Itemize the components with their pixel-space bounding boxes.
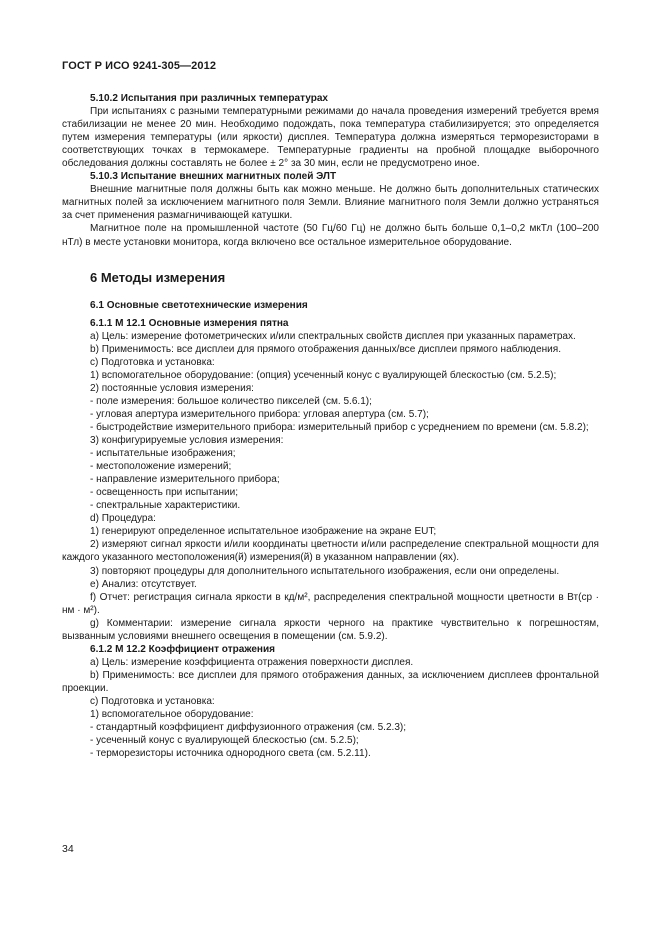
paragraph: Магнитное поле на промышленной частоте (50 Гц/60 Гц) не должно быть больше 0,1–0,2 мкТл (100–200 нТл) в месте установки монитора, когда включено все остальное измерительное оборудование. [62, 223, 599, 248]
paragraph: b) Применимость: все дисплеи для прямого отображения данных, за исключением дисплеев фронтальной проекции. [62, 669, 599, 694]
paragraph: - местоположение измерений; [90, 461, 232, 473]
paragraph: a) Цель: измерение коэффициента отражения поверхности дисплея. [90, 656, 414, 668]
paragraph: Внешние магнитные поля должны быть как можно меньше. Не должно быть дополнительных статических магнитных полей за исключением магнитного поля Земли. Влияние магнитного поля Земли должно устраняться за счет применения размагничивающей катушки. [62, 184, 599, 222]
paragraph: g) Комментарии: измерение сигнала яркости черного на практике чувствительно к погрешностям, вызванным условиями внешнего освещения в помещении (см. 5.9.2). [62, 617, 599, 642]
paragraph: - направление измерительного прибора; [90, 474, 280, 486]
paragraph: - терморезисторы источника однородного света (см. 5.2.11). [90, 748, 371, 760]
paragraph: 1) генерируют определенное испытательное изображение на экране EUT; [90, 526, 437, 538]
paragraph: f) Отчет: регистрация сигнала яркости в кд/м², распределения спектральной мощности цветности в Вт(ср · нм · м²). [62, 591, 599, 616]
subsection-heading: 6.1.1 M 12.1 Основные измерения пятна [90, 317, 289, 329]
paragraph: 2) измеряют сигнал яркости и/или координаты цветности и/или распределение спектральной мощности для каждого указанного местоположения(й) измерения(й) в указанном направлении (ях). [62, 539, 599, 564]
paragraph: 1) вспомогательное оборудование: [90, 709, 254, 721]
paragraph: При испытаниях с разными температурными режимами до начала проведения измерений требуется время стабилизации не менее 20 мин. Необходимо подождать, пока температура стабилизируется; это определяется путем измерения температуры (или яркости) дисплея. Температура должна измеряться терморезисторами в соответствующих точках в термокамере. Температурные градиенты на пробной площадке выборочного обследования должны составлять не более ± 2° за 30 мин, если не предусмотрено иное. [62, 106, 599, 170]
section-heading: 6 Методы измерения [90, 269, 226, 285]
paragraph: - быстродействие измерительного прибора: измерительный прибор с усреднением по времени (см. 5.8.2); [90, 421, 589, 433]
page-body [62, 92, 599, 760]
subsection-heading: 6.1 Основные светотехнические измерения [90, 299, 308, 311]
paragraph: c) Подготовка и установка: [90, 695, 215, 707]
paragraph: 2) постоянные условия измерения: [90, 382, 254, 394]
paragraph: 3) повторяют процедуры для дополнительного испытательного изображения, если они определены. [90, 565, 560, 577]
paragraph: - освещенность при испытании; [90, 487, 239, 499]
paragraph: 3) конфигурируемые условия измерения: [90, 435, 284, 447]
paragraph: c) Подготовка и установка: [90, 356, 215, 368]
paragraph: d) Процедура: [90, 513, 156, 525]
paragraph: - спектральные характеристики. [90, 500, 241, 512]
paragraph: - стандартный коэффициент диффузионного отражения (см. 5.2.3); [90, 722, 407, 734]
subsection-heading: 5.10.2 Испытания при различных температурах [90, 93, 329, 104]
paragraph: - усеченный конус с вуалирующей блескостью (см. 5.2.5); [90, 735, 359, 747]
paragraph: 1) вспомогательное оборудование: (опция) усеченный конус с вуалирующей блескостью (см. 5.2.5); [90, 369, 557, 381]
paragraph: b) Применимость: все дисплеи для прямого отображения данных/все дисплеи прямого наблюдения. [90, 343, 561, 355]
paragraph: e) Анализ: отсутствует. [90, 578, 197, 590]
document-header: ГОСТ Р ИСО 9241-305—2012 [62, 60, 217, 72]
subsection-heading: 6.1.2 M 12.2 Коэффициент отражения [90, 643, 276, 655]
paragraph: - угловая апертура измерительного прибора: угловая апертура (см. 5.7); [90, 408, 429, 420]
subsection-heading: 5.10.3 Испытание внешних магнитных полей ЭЛТ [90, 171, 337, 183]
paragraph: - испытательные изображения; [90, 448, 236, 460]
paragraph: - поле измерения: большое количество пикселей (см. 5.6.1); [90, 395, 372, 407]
paragraph: a) Цель: измерение фотометрических и/или спектральных свойств дисплея при указанных параметрах. [90, 330, 576, 342]
page-number: 34 [62, 843, 74, 855]
